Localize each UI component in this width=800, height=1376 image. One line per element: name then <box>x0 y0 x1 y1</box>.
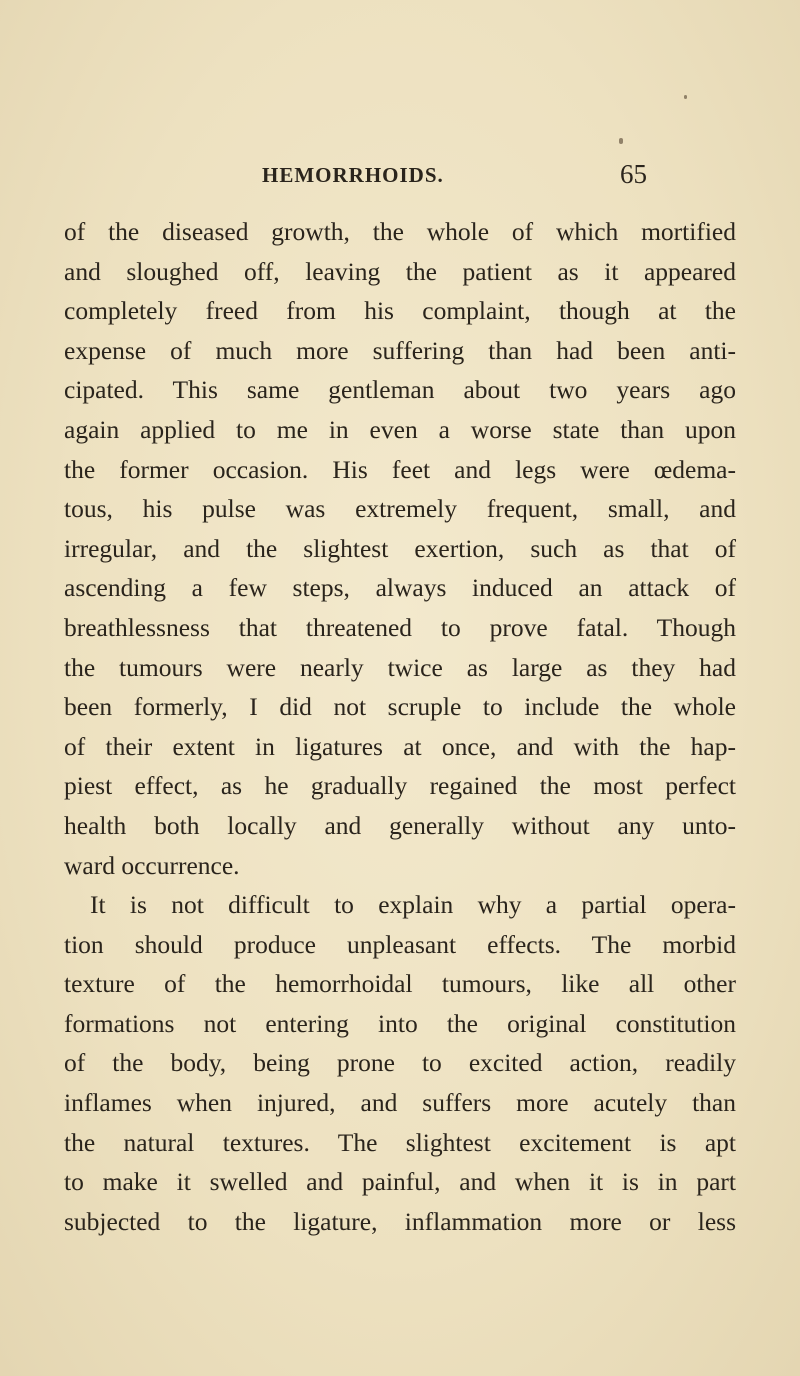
text-line: to make it swelled and painful, and when it is in part <box>64 1167 736 1197</box>
text-line: health both locally and generally without any unto- <box>64 810 736 840</box>
text-line: texture of the hemorrhoidal tumours, like all other <box>64 969 736 999</box>
text-line: piest effect, as he gradually regained the most perfect <box>64 771 736 801</box>
text-line: expense of much more suffering than had been anti- <box>64 335 736 365</box>
text-line: of their extent in ligatures at once, and with the hap- <box>64 731 736 761</box>
body-text <box>64 212 736 1241</box>
text-line: the tumours were nearly twice as large as they had <box>64 652 736 682</box>
text-line: tous, his pulse was extremely frequent, small, and <box>64 494 736 524</box>
text-line: formations not entering into the original constitution <box>64 1008 736 1038</box>
text-line: the former occasion. His feet and legs were œdema- <box>64 454 736 484</box>
text-line: ascending a few steps, always induced an attack of <box>64 573 736 603</box>
text-line: again applied to me in even a worse state than upon <box>64 414 736 444</box>
text-line: cipated. This same gentleman about two years ago <box>64 375 736 405</box>
text-line: tion should produce unpleasant effects. The morbid <box>64 929 736 959</box>
text-line: and sloughed off, leaving the patient as it appeared <box>64 256 736 286</box>
running-head <box>0 159 800 193</box>
text-line: completely freed from his complaint, though at the <box>64 296 736 326</box>
text-line: of the diseased growth, the whole of which mortified <box>64 217 736 246</box>
paper-speck <box>619 138 623 144</box>
text-line: irregular, and the slightest exertion, such as that of <box>64 533 736 563</box>
text-line: It is not difficult to explain why a partial opera- <box>90 890 736 920</box>
paper-speck <box>684 95 687 99</box>
chapter-title: HEMORRHOIDS. <box>262 163 444 187</box>
text-line: ward occurrence. <box>64 850 240 880</box>
page-number: 65 <box>620 159 647 189</box>
text-line: breathlessness that threatened to prove fatal. Though <box>64 612 736 642</box>
text-line: subjected to the ligature, inflammation more or less <box>64 1206 736 1236</box>
text-line: inflames when injured, and suffers more acutely than <box>64 1088 736 1118</box>
text-line: of the body, being prone to excited action, readily <box>64 1048 736 1078</box>
text-line: been formerly, I did not scruple to include the whole <box>64 692 736 722</box>
text-line: the natural textures. The slightest excitement is apt <box>64 1127 736 1157</box>
